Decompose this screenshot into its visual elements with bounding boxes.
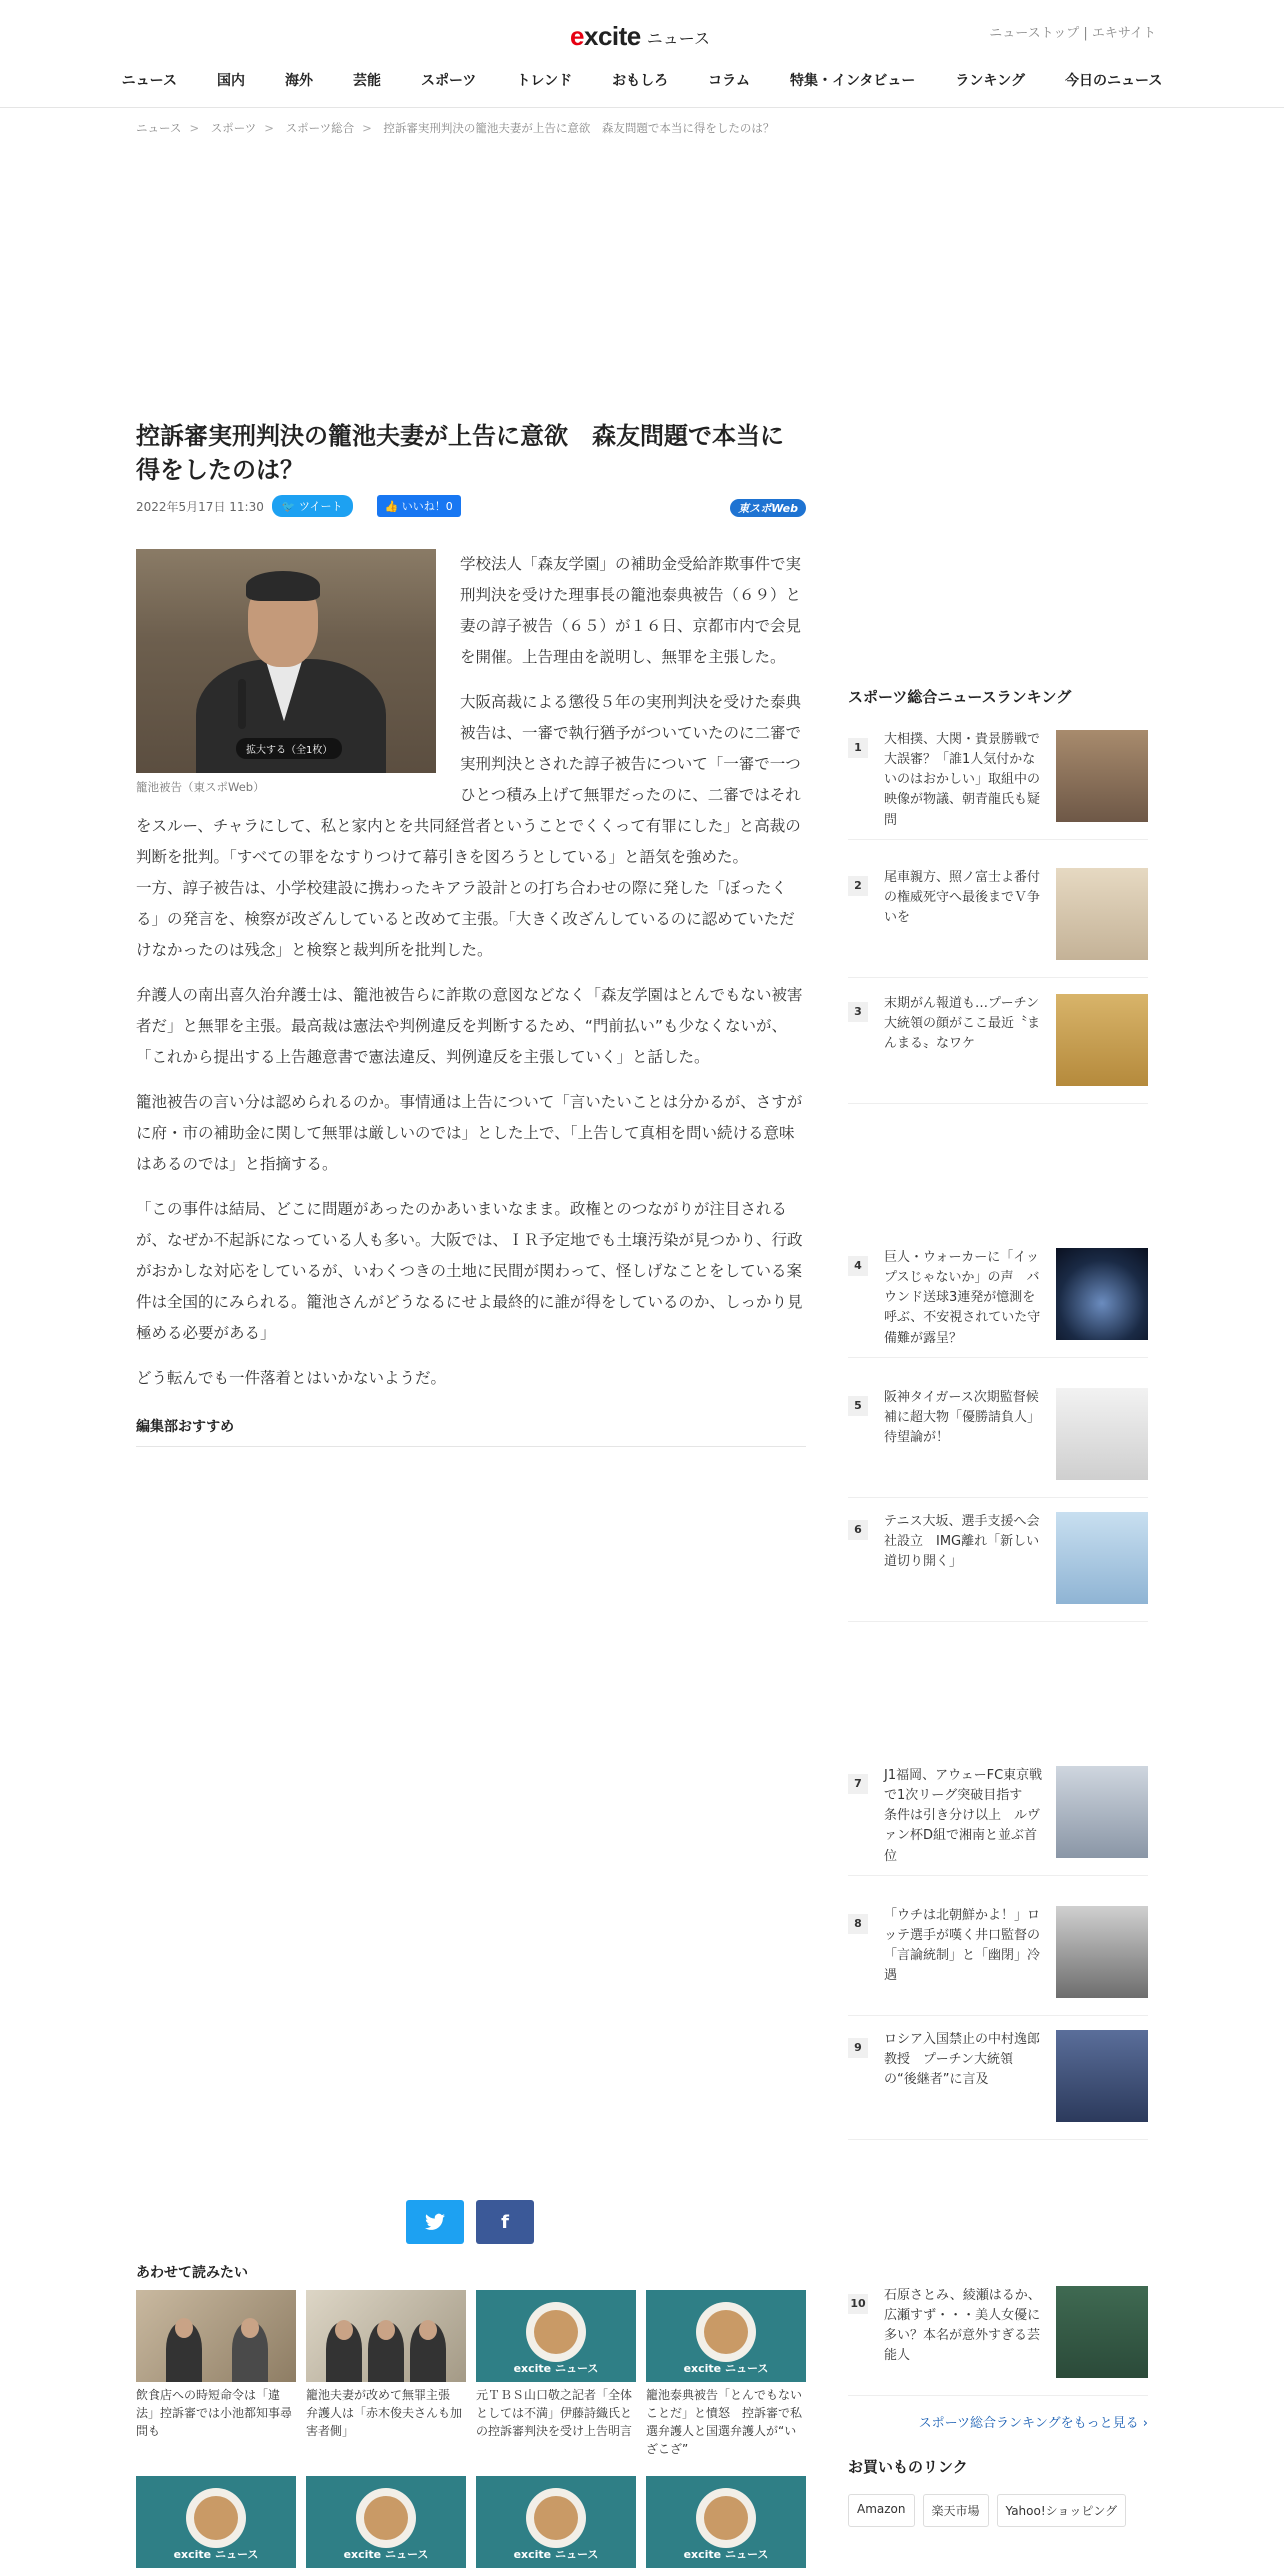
sidebar xyxy=(848,686,1148,707)
nav-funny[interactable]: おもしろ xyxy=(612,73,669,89)
photo-caption: 籠池被告（東スポWeb） xyxy=(136,780,265,795)
logo-text: excite xyxy=(570,21,641,51)
article-figure xyxy=(136,549,436,795)
related-title: 籠池泰典被告「とんでもないことだ」と憤怒 控訴審で私選弁護人と国選弁護人が“いざこざ” xyxy=(646,2388,803,2456)
breadcrumb-current: 控訴審実刑判決の籠池夫妻が上告に意欲 森友問題で本当に得をしたのは？ xyxy=(383,121,775,135)
article-paragraph: 籠池被告の言い分は認められるのか。事情通は上告について「言いたいことは分かるが、さすがに府・市の補助金に関して無罪は厳しいのでは」とした上で、「上告して真相を問い続ける意味はあるのでは」と指摘する。 xyxy=(136,1093,803,1174)
related-articles xyxy=(136,2290,808,2568)
rank-thumb xyxy=(1056,1906,1148,1998)
related-thumb: excite ニュース xyxy=(306,2476,466,2568)
related-thumb: excite ニュース xyxy=(136,2476,296,2568)
nav-today[interactable]: 今日のニュース xyxy=(1065,73,1163,89)
nav-news[interactable]: ニュース xyxy=(121,73,177,89)
like-button[interactable]: 👍 いいね！0 xyxy=(377,495,461,517)
related-title: 飲食店への時短命令は「違法」控訴審では小池都知事尋問も xyxy=(136,2388,293,2438)
logo-sub: ニュース xyxy=(646,29,710,48)
ranking-item[interactable] xyxy=(848,1248,1148,1358)
ranking-item[interactable] xyxy=(848,994,1148,1104)
rank-number: 4 xyxy=(848,1256,868,1276)
related-item[interactable] xyxy=(476,2290,636,2458)
rank-title: テニス大坂、選手支援へ会社設立 IMG離れ「新しい道切り開く」 xyxy=(884,1514,1040,1570)
article xyxy=(136,420,806,1447)
shop-yahoo-button[interactable]: Yahoo!ショッピング xyxy=(997,2494,1127,2527)
ranking-more-link[interactable]: スポーツ総合ランキングをもっと見る › xyxy=(918,2416,1148,2431)
chevron-right-icon: › xyxy=(1142,2416,1148,2431)
breadcrumb-news[interactable]: ニュース xyxy=(136,121,182,135)
nav-entertainment[interactable]: 芸能 xyxy=(352,73,381,89)
excite-news-logo[interactable] xyxy=(570,12,710,52)
related-thumb: excite ニュース xyxy=(476,2290,636,2382)
rank-number: 6 xyxy=(848,1520,868,1540)
ranking-item[interactable] xyxy=(848,1906,1148,2016)
top-links: ニューストップ | エキサイト xyxy=(989,26,1156,41)
rank-number: 2 xyxy=(848,876,868,896)
rank-thumb xyxy=(1056,2286,1148,2378)
related-item[interactable] xyxy=(646,2476,806,2568)
shopping-links xyxy=(848,2494,1126,2527)
nav-column[interactable]: コラム xyxy=(708,73,750,89)
rank-title: 末期がん報道も…プーチン大統領の顔がここ最近〝まんまる〟なワケ xyxy=(884,996,1041,1052)
share-buttons xyxy=(406,2200,534,2244)
site-header xyxy=(0,0,1284,108)
article-title: 控訴審実刑判決の籠池夫妻が上告に意欲 森友問題で本当に得をしたのは？ xyxy=(136,422,784,484)
rank-thumb xyxy=(1056,868,1148,960)
rank-thumb xyxy=(1056,1388,1148,1480)
ranking-item[interactable] xyxy=(848,868,1148,978)
rank-thumb xyxy=(1056,730,1148,822)
source-logo[interactable]: 東スポWeb xyxy=(730,499,806,517)
rank-title: J1福岡、アウェーFC東京戦で1次リーグ突破目指す 条件は引き分け以上 ルヴァン杯D組で湘南と並ぶ首位 xyxy=(884,1768,1043,1864)
breadcrumb: ニュース > スポーツ > スポーツ総合 > 控訴審実刑判決の籠池夫妻が上告に意欲 森友問題で本当に得をしたのは？ xyxy=(136,121,775,135)
related-thumb: excite ニュース xyxy=(646,2476,806,2568)
rank-thumb xyxy=(1056,994,1148,1086)
rank-number: 7 xyxy=(848,1774,868,1794)
ranking-heading: スポーツ総合ニュースランキング xyxy=(848,688,1072,706)
rank-number: 10 xyxy=(848,2294,868,2314)
nav-domestic[interactable]: 国内 xyxy=(216,73,245,89)
rank-title: 「ウチは北朝鮮かよ！」ロッテ選手が嘆く井口監督の「言論統制」と「幽閉」冷遇 xyxy=(884,1908,1041,1984)
top-link-excite[interactable]: エキサイト xyxy=(1091,26,1156,41)
nav-features[interactable]: 特集・インタビュー xyxy=(789,73,916,89)
shopping-heading: お買いものリンク xyxy=(848,2458,968,2476)
rank-thumb xyxy=(1056,1248,1148,1340)
nav-world[interactable]: 海外 xyxy=(284,73,313,89)
related-thumb: excite ニュース xyxy=(476,2476,636,2568)
related-item[interactable] xyxy=(306,2476,466,2568)
rank-title: 阪神タイガース次期監督候補に超大物「優勝請負人」待望論が！ xyxy=(884,1390,1041,1446)
related-title: 元ＴＢＳ山口敬之記者「全体としては不満」伊藤詩織氏との控訴審判決を受け上告明言 xyxy=(476,2388,633,2438)
related-thumb: excite ニュース xyxy=(646,2290,806,2382)
rank-thumb xyxy=(1056,2030,1148,2122)
rank-number: 1 xyxy=(848,738,868,758)
nav-sports[interactable]: スポーツ xyxy=(420,73,477,89)
rank-number: 5 xyxy=(848,1396,868,1416)
related-item[interactable] xyxy=(136,2476,296,2568)
ranking-item[interactable] xyxy=(848,2030,1148,2140)
related-thumb xyxy=(306,2290,466,2382)
rank-thumb xyxy=(1056,1512,1148,1604)
rank-title: 大相撲、大関・貴景勝戦で大誤審？「誰1人気付かないのはおかしい」取組中の映像が物議、朝青龍氏も疑問 xyxy=(884,732,1041,828)
breadcrumb-sports-general[interactable]: スポーツ総合 xyxy=(285,121,355,135)
article-body xyxy=(136,549,806,1447)
facebook-f-icon: f xyxy=(501,2211,509,2233)
share-facebook-button[interactable] xyxy=(476,2200,534,2244)
related-item[interactable] xyxy=(306,2290,466,2458)
related-item[interactable] xyxy=(476,2476,636,2568)
tweet-button[interactable]: 🐦 ツイート xyxy=(272,495,353,517)
global-nav xyxy=(0,70,1284,90)
rank-number: 9 xyxy=(848,2038,868,2058)
related-item[interactable] xyxy=(646,2290,806,2458)
ranking-item[interactable] xyxy=(848,2286,1148,2396)
article-paragraph: 学校法人「森友学園」の補助金受給詐欺事件で実刑判決を受けた理事長の籠池泰典被告（６９）と妻の諄子被告（６５）が１６日、京都市内で会見を開催。上告理由を説明し、無罪を主張した。 xyxy=(460,555,802,667)
ranking-item[interactable] xyxy=(848,1388,1148,1498)
shop-rakuten-button[interactable]: 楽天市場 xyxy=(923,2494,989,2527)
related-title: 籠池夫妻が改めて無罪主張 弁護人は「赤木俊夫さんも加害者側」 xyxy=(306,2388,463,2438)
article-date: 2022年5月17日 11:30 xyxy=(136,499,264,514)
article-paragraph: どう転んでも一件落着とはいかないようだ。 xyxy=(136,1369,447,1388)
article-paragraph: 大阪高裁による懲役５年の実刑判決を受けた泰典被告は、一審で執行猶予がついていたのに二審で実刑判決とされた諄子被告について「一審で一つひとつ積み上げて無罪だったのに、二審ではそれをスルー、チャラにして、私と家内とを共同経営者ということでくくって有罪にした」と高裁の判断を批判。「すべての罪をなすりつけて幕引きを図ろうとしている」と語気を強めた。 一方、諄子被告は、小学校建設に携わったキアラ設計との打ち合わせの際に発した「ぼったくる」の発言を、検察が改ざんしていると改めて主張。「大きく改ざんしているのに認めていただけなかったのは残念」と検察と裁判所を批判した。 xyxy=(136,693,802,960)
share-twitter-button[interactable] xyxy=(406,2200,464,2244)
breadcrumb-sports[interactable]: スポーツ xyxy=(210,121,257,135)
nav-trend[interactable]: トレンド xyxy=(516,73,573,89)
related-item[interactable] xyxy=(136,2290,296,2458)
editor-recommend-heading: 編集部おすすめ xyxy=(136,1416,806,1447)
ranking-item[interactable] xyxy=(848,730,1148,840)
rank-number: 3 xyxy=(848,1002,868,1022)
ranking-item[interactable] xyxy=(848,1766,1148,1876)
rank-title: 石原さとみ、綾瀬はるか、広瀬すず・・・美人女優に多い？本名が意外すぎる芸能人 xyxy=(884,2288,1041,2364)
rank-title: ロシア入国禁止の中村逸郎教授 プーチン大統領の“後継者”に言及 xyxy=(884,2032,1041,2088)
ranking-item[interactable] xyxy=(848,1512,1148,1622)
twitter-bird-icon xyxy=(425,2213,445,2231)
top-link-news-top[interactable]: ニューストップ xyxy=(989,26,1080,41)
article-paragraph: 弁護人の南出喜久治弁護士は、籠池被告らに詐欺の意図などなく「森友学園はとんでもない被害者だ」と無罪を主張。最高裁は憲法や判例違反を判断するため、“門前払い”も少なくないが、「これから提出する上告趣意書で憲法違反、判例違反を主張していく」と話した。 xyxy=(136,986,803,1067)
related-heading: あわせて読みたい xyxy=(136,2265,248,2281)
article-meta xyxy=(136,495,806,517)
zoom-label[interactable]: 拡大する（全1枚） xyxy=(236,738,342,759)
rank-number: 8 xyxy=(848,1914,868,1934)
article-paragraph: 「この事件は結局、どこに問題があったのかあいまいなまま。政権とのつながりが注目されるが、なぜか不起訴になっている人も多い。大阪では、ＩＲ予定地でも土壌汚染が見つかり、行政がおかしな対応をしているが、いわくつきの土地に民間が関わって、怪しげなことをしている案件は全国的にみられる。籠池さんがどうなるにせよ最終的に誰が得をしているのか、しっかり見極める必要がある」 xyxy=(136,1200,803,1343)
microphone-icon xyxy=(238,679,246,729)
rank-title: 巨人・ウォーカーに「イップスじゃないか」の声 バウンド送球3連発が憶測を呼ぶ、不安視されていた守備難が露呈？ xyxy=(884,1250,1041,1346)
nav-ranking[interactable]: ランキング xyxy=(955,73,1026,89)
article-photo[interactable] xyxy=(136,549,436,773)
related-thumb xyxy=(136,2290,296,2382)
rank-title: 尾車親方、照ノ富士よ番付の権威死守へ最後までＶ争いを xyxy=(884,870,1041,926)
rank-thumb xyxy=(1056,1766,1148,1858)
shop-amazon-button[interactable]: Amazon xyxy=(848,2494,915,2527)
